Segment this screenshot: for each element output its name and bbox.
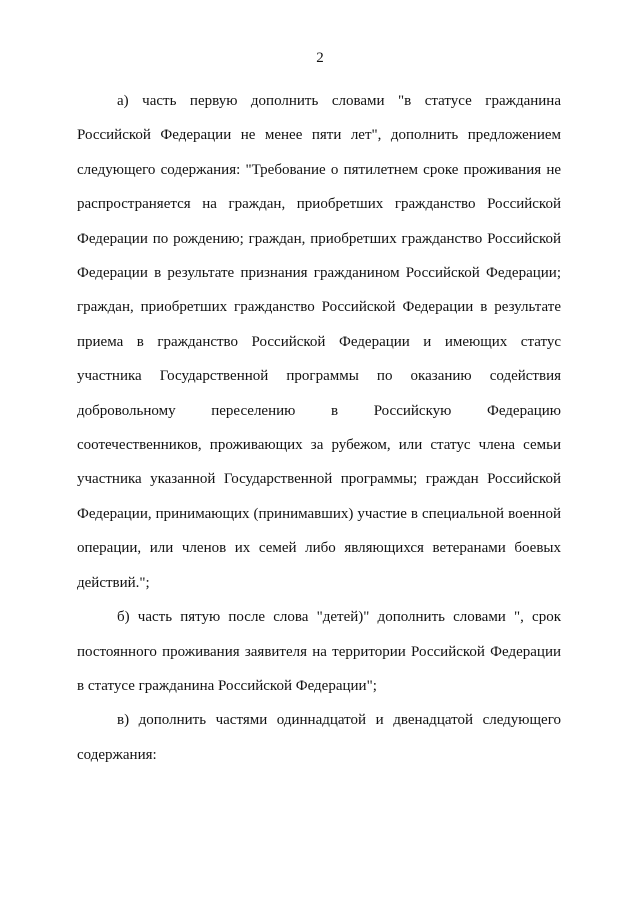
page-number: 2 <box>316 50 324 66</box>
document-body <box>77 84 561 772</box>
paragraph-v: в) дополнить частями одиннадцатой и двенадцатой следующего содержания: <box>77 712 561 763</box>
paragraph-a: а) часть первую дополнить словами "в статусе гражданина Российской Федерации не менее пяти лет", дополнить предложением следующего содержания: "Требование о пятилетнем сроке проживания не распространяется на граждан, приобретших гражданство Российской Федерации по рождению; граждан, приобретших гражданство Российской Федерации в результате признания гражданином Российской Федерации; граждан, приобретших гражданство Российской Федерации в результате приема в гражданство Российской Федерации и имеющих статус участника Государственной программы по оказанию содействия добровольному переселению в Российскую Федерацию соотечественников, проживающих за рубежом, или статус члена семьи участника указанной Государственной программы; граждан Российской Федерации, принимающих (принимавших) участие в специальной военной операции, или членов их семей либо являющихся ветеранами боевых действий."; <box>77 93 561 591</box>
paragraph-b: б) часть пятую после слова "детей)" дополнить словами ", срок постоянного проживания заявителя на территории Российской Федерации в статусе гражданина Российской Федерации"; <box>77 609 561 694</box>
